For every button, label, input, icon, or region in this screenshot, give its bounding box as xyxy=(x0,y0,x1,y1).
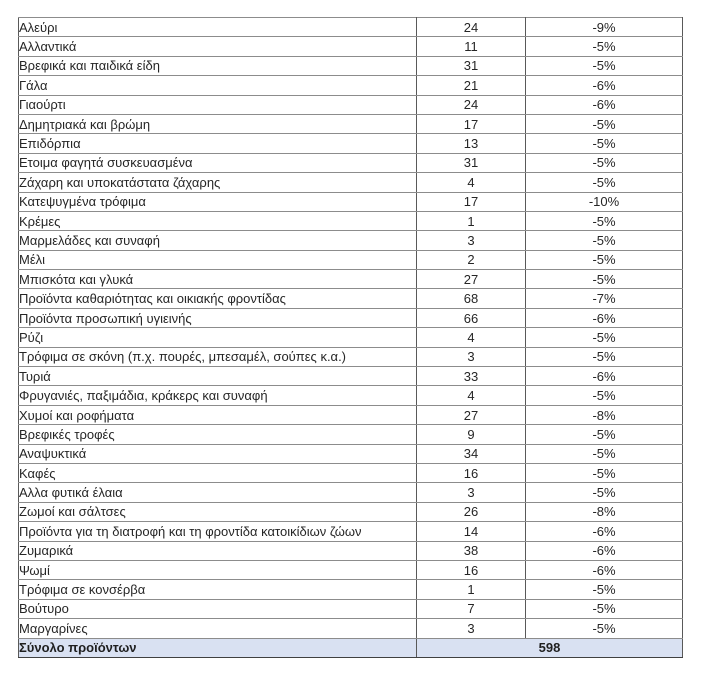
count-cell: 34 xyxy=(417,444,526,463)
table-row xyxy=(19,425,683,444)
product-name-cell: Κατεψυγμένα τρόφιμα xyxy=(19,192,417,211)
count-cell: 68 xyxy=(417,289,526,308)
product-name-cell: Καφές xyxy=(19,463,417,482)
count-cell: 21 xyxy=(417,76,526,95)
change-cell: -6% xyxy=(526,367,683,386)
change-cell: -8% xyxy=(526,502,683,521)
count-cell: 2 xyxy=(417,250,526,269)
change-cell: -5% xyxy=(526,444,683,463)
change-cell: -5% xyxy=(526,580,683,599)
count-cell: 1 xyxy=(417,211,526,230)
table-row xyxy=(19,76,683,95)
product-name-cell: Γάλα xyxy=(19,76,417,95)
count-cell: 16 xyxy=(417,463,526,482)
count-cell: 38 xyxy=(417,541,526,560)
change-cell: -7% xyxy=(526,289,683,308)
table-row xyxy=(19,270,683,289)
count-cell: 3 xyxy=(417,483,526,502)
change-cell: -5% xyxy=(526,211,683,230)
change-cell: -5% xyxy=(526,56,683,75)
table-row xyxy=(19,95,683,114)
products-table xyxy=(18,17,683,658)
count-cell: 13 xyxy=(417,134,526,153)
table-row xyxy=(19,308,683,327)
change-cell: -8% xyxy=(526,405,683,424)
change-cell: -6% xyxy=(526,76,683,95)
table-row xyxy=(19,134,683,153)
table-row xyxy=(19,599,683,618)
count-cell: 26 xyxy=(417,502,526,521)
change-cell: -5% xyxy=(526,37,683,56)
table-row xyxy=(19,522,683,541)
product-name-cell: Τρόφιμα σε σκόνη (π.χ. πουρές, μπεσαμέλ, σούπες κ.α.) xyxy=(19,347,417,366)
product-name-cell: Ετοιμα φαγητά συσκευασμένα xyxy=(19,153,417,172)
count-cell: 1 xyxy=(417,580,526,599)
count-cell: 9 xyxy=(417,425,526,444)
change-cell: -6% xyxy=(526,560,683,579)
product-name-cell: Προϊόντα για τη διατροφή και τη φροντίδα κατοικίδιων ζώων xyxy=(19,522,417,541)
count-cell: 33 xyxy=(417,367,526,386)
count-cell: 3 xyxy=(417,231,526,250)
table-row xyxy=(19,619,683,638)
change-cell: -6% xyxy=(526,308,683,327)
count-cell: 3 xyxy=(417,619,526,638)
table-row xyxy=(19,250,683,269)
product-name-cell: Αλλα φυτικά έλαια xyxy=(19,483,417,502)
change-cell: -5% xyxy=(526,463,683,482)
count-cell: 4 xyxy=(417,328,526,347)
count-cell: 16 xyxy=(417,560,526,579)
change-cell: -5% xyxy=(526,483,683,502)
change-cell: -5% xyxy=(526,114,683,133)
product-name-cell: Βούτυρο xyxy=(19,599,417,618)
count-cell: 4 xyxy=(417,173,526,192)
change-cell: -5% xyxy=(526,231,683,250)
count-cell: 24 xyxy=(417,18,526,37)
product-name-cell: Χυμοί και ροφήματα xyxy=(19,405,417,424)
count-cell: 7 xyxy=(417,599,526,618)
table-row xyxy=(19,231,683,250)
table-row xyxy=(19,541,683,560)
table-row xyxy=(19,173,683,192)
count-cell: 4 xyxy=(417,386,526,405)
product-name-cell: Προϊόντα καθαριότητας και οικιακής φροντίδας xyxy=(19,289,417,308)
product-name-cell: Ρύζι xyxy=(19,328,417,347)
table-row xyxy=(19,289,683,308)
change-cell: -5% xyxy=(526,425,683,444)
change-cell: -5% xyxy=(526,173,683,192)
product-name-cell: Βρεφικές τροφές xyxy=(19,425,417,444)
product-name-cell: Φρυγανιές, παξιμάδια, κράκερς και συναφή xyxy=(19,386,417,405)
table-row xyxy=(19,483,683,502)
count-cell: 31 xyxy=(417,153,526,172)
product-name-cell: Τυριά xyxy=(19,367,417,386)
change-cell: -5% xyxy=(526,347,683,366)
product-name-cell: Μπισκότα και γλυκά xyxy=(19,270,417,289)
table-row xyxy=(19,463,683,482)
count-cell: 17 xyxy=(417,192,526,211)
product-name-cell: Τρόφιμα σε κονσέρβα xyxy=(19,580,417,599)
count-cell: 14 xyxy=(417,522,526,541)
product-name-cell: Μέλι xyxy=(19,250,417,269)
total-label-cell: Σύνολο προϊόντων xyxy=(19,638,417,657)
change-cell: -6% xyxy=(526,522,683,541)
total-value-cell: 598 xyxy=(417,638,683,657)
product-name-cell: Δημητριακά και βρώμη xyxy=(19,114,417,133)
product-name-cell: Μαρμελάδες και συναφή xyxy=(19,231,417,250)
count-cell: 24 xyxy=(417,95,526,114)
table-row xyxy=(19,192,683,211)
change-cell: -6% xyxy=(526,541,683,560)
products-table-body xyxy=(19,18,683,639)
table-row xyxy=(19,153,683,172)
table-row xyxy=(19,560,683,579)
product-name-cell: Ζάχαρη και υποκατάστατα ζάχαρης xyxy=(19,173,417,192)
product-name-cell: Γιαούρτι xyxy=(19,95,417,114)
change-cell: -9% xyxy=(526,18,683,37)
count-cell: 27 xyxy=(417,405,526,424)
table-row xyxy=(19,114,683,133)
table-row xyxy=(19,347,683,366)
table-row xyxy=(19,405,683,424)
change-cell: -10% xyxy=(526,192,683,211)
change-cell: -5% xyxy=(526,328,683,347)
change-cell: -5% xyxy=(526,386,683,405)
product-name-cell: Προϊόντα προσωπική υγιεινής xyxy=(19,308,417,327)
product-name-cell: Ζωμοί και σάλτσες xyxy=(19,502,417,521)
product-name-cell: Βρεφικά και παιδικά είδη xyxy=(19,56,417,75)
count-cell: 11 xyxy=(417,37,526,56)
change-cell: -5% xyxy=(526,134,683,153)
change-cell: -5% xyxy=(526,619,683,638)
table-row xyxy=(19,18,683,37)
table-row xyxy=(19,580,683,599)
product-name-cell: Κρέμες xyxy=(19,211,417,230)
change-cell: -5% xyxy=(526,599,683,618)
table-row xyxy=(19,37,683,56)
table-row xyxy=(19,328,683,347)
count-cell: 31 xyxy=(417,56,526,75)
count-cell: 66 xyxy=(417,308,526,327)
change-cell: -5% xyxy=(526,250,683,269)
table-row xyxy=(19,444,683,463)
table-row xyxy=(19,367,683,386)
count-cell: 3 xyxy=(417,347,526,366)
product-name-cell: Αλεύρι xyxy=(19,18,417,37)
product-name-cell: Επιδόρπια xyxy=(19,134,417,153)
table-row xyxy=(19,386,683,405)
count-cell: 27 xyxy=(417,270,526,289)
table-row xyxy=(19,211,683,230)
total-row xyxy=(19,638,683,657)
change-cell: -5% xyxy=(526,270,683,289)
product-name-cell: Ψωμί xyxy=(19,560,417,579)
product-name-cell: Ζυμαρικά xyxy=(19,541,417,560)
change-cell: -5% xyxy=(526,153,683,172)
product-name-cell: Αλλαντικά xyxy=(19,37,417,56)
count-cell: 17 xyxy=(417,114,526,133)
table-row xyxy=(19,56,683,75)
change-cell: -6% xyxy=(526,95,683,114)
product-name-cell: Μαργαρίνες xyxy=(19,619,417,638)
table-row xyxy=(19,502,683,521)
product-name-cell: Αναψυκτικά xyxy=(19,444,417,463)
